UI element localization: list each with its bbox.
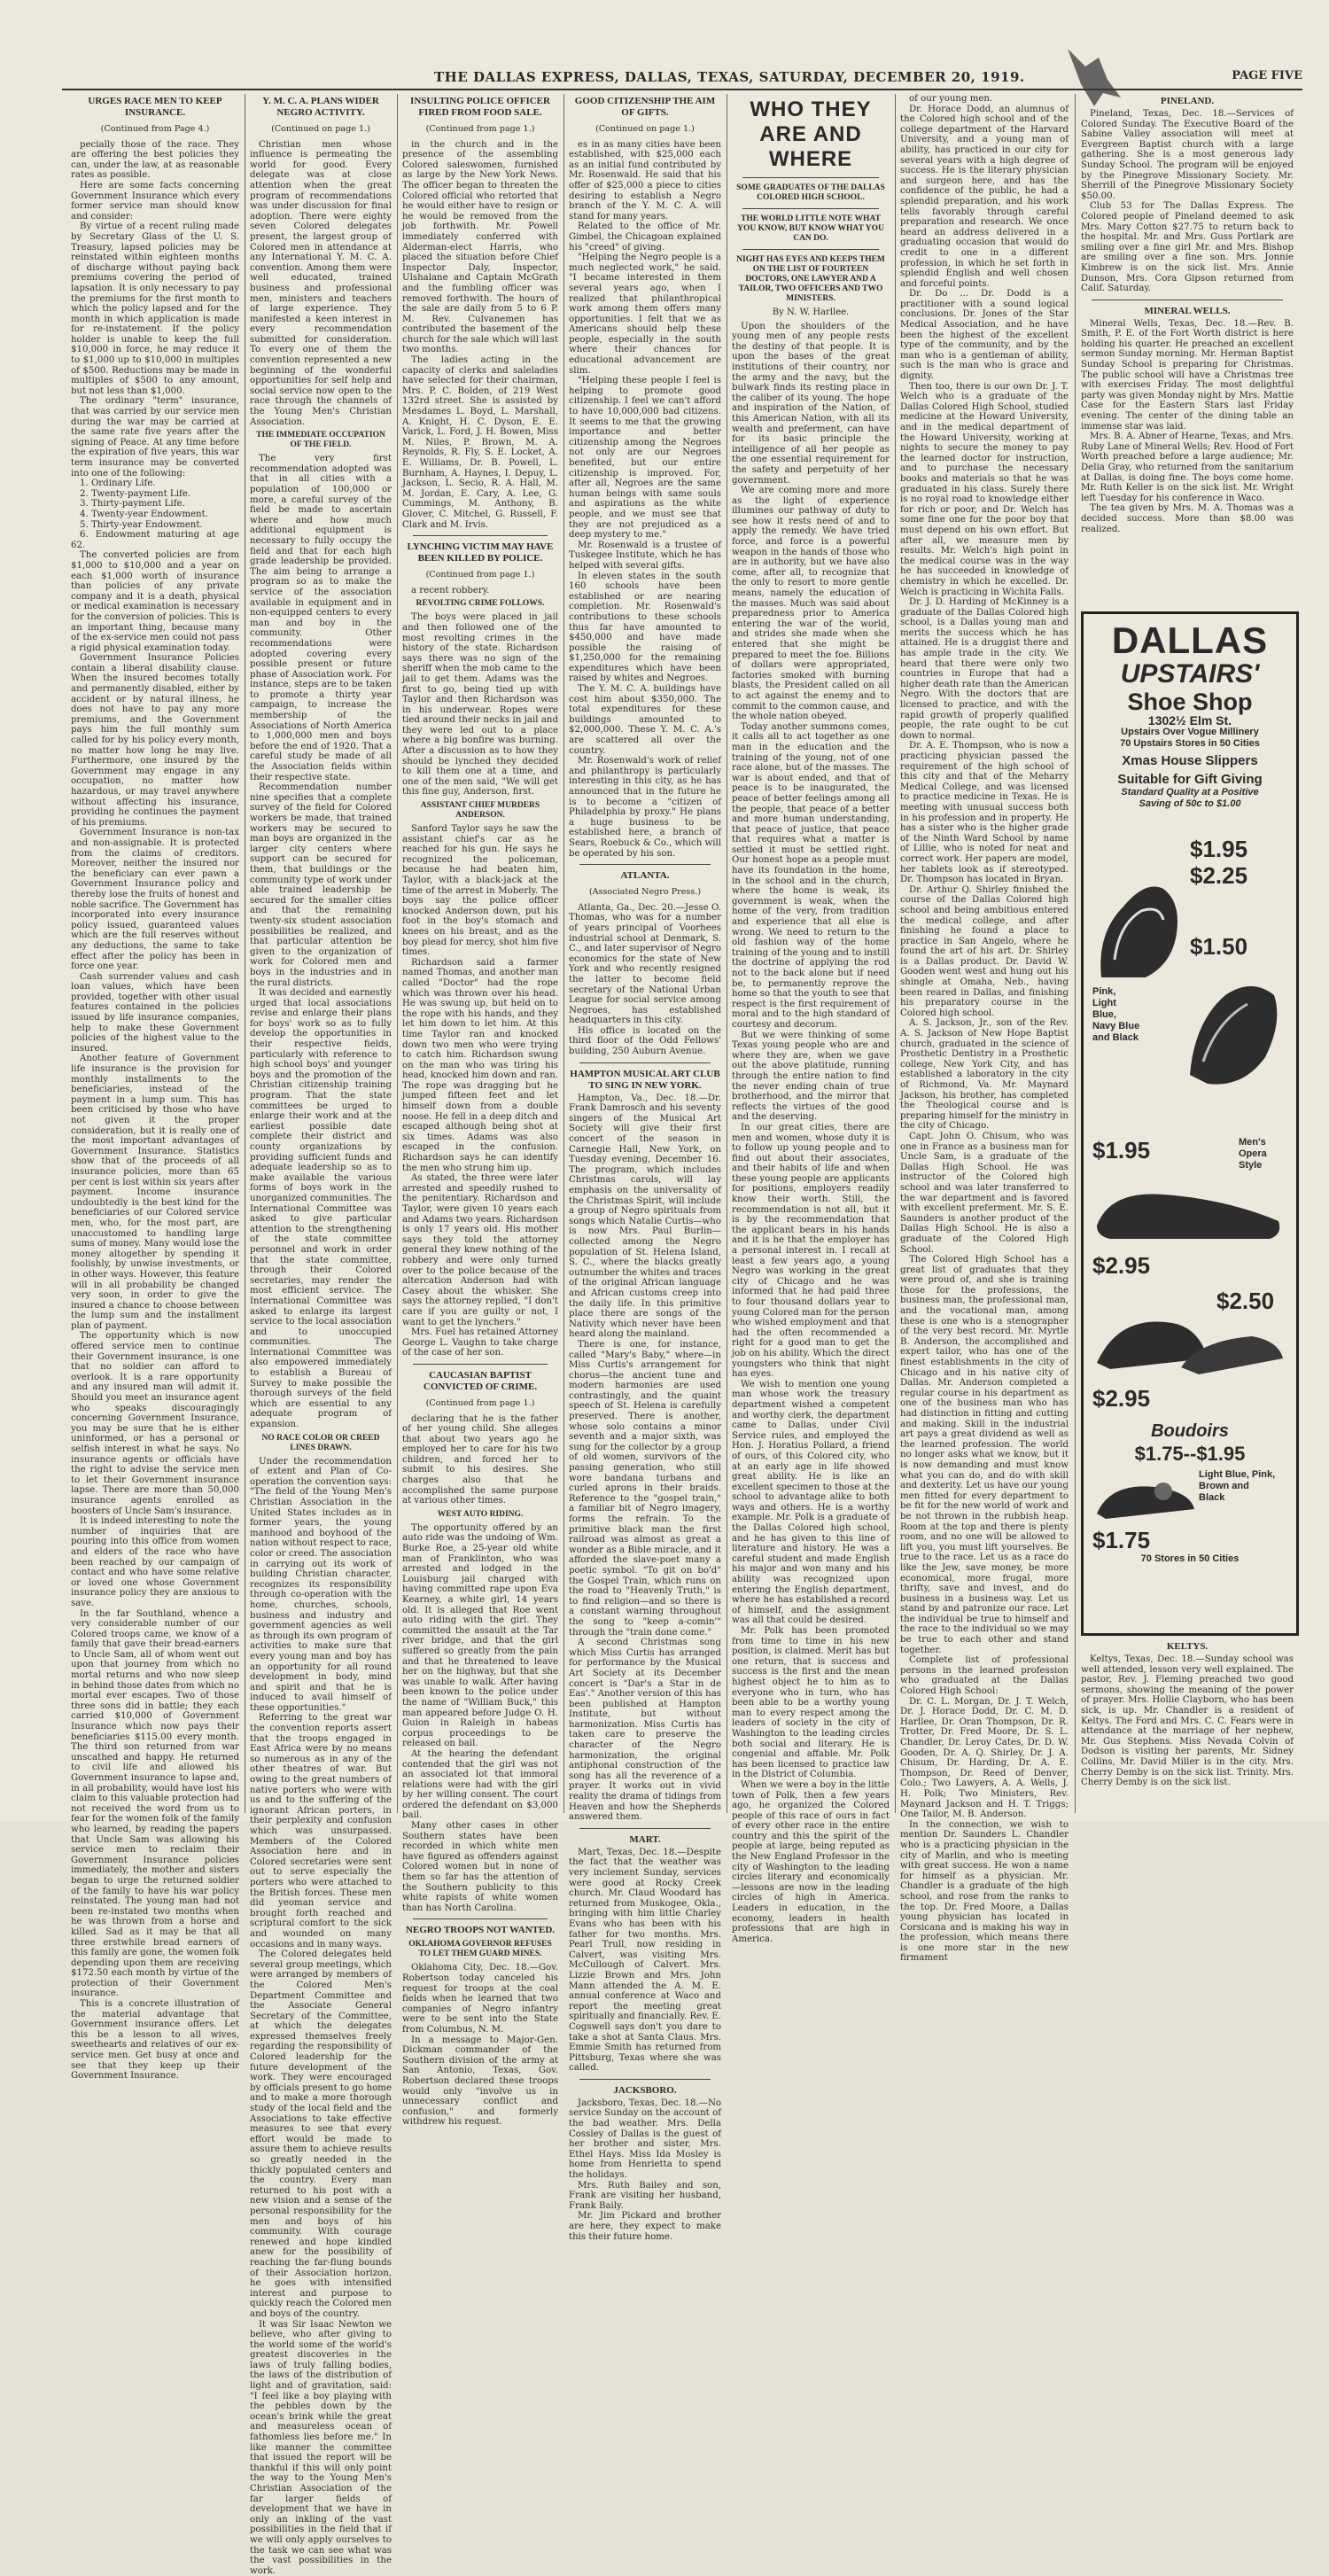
paragraph: Complete list of professional persons in the learned profession who graduated at the Dallas Colored High School:: [900, 1655, 1069, 1696]
paragraph: in the church and in the presence of the assembling Colored saleswomen, furnished as large by the New York News. The officer began to threaten the Colored official who retorted that he would either have to resign or he would be removed from the job forthwith. Mr. Powell immediately conferred with Alderman-elect Harris, who placed the situation before Chief Inspector Daly, Inspector, Ulshalane and Captain McGrath and the fumbling officer was removed forthwith. The hours of the sale are daily from 5 to 6 P. M. Rev. Culvanemen has contributed the basement of the church for the sale which will last two months.: [402, 140, 558, 355]
paragraph: In a message to Major-Gen. Dickman commander of the Southern division of the army at San Antonio, Texas, Gov. Robertson declared these troops would only "involve us in unnecessary conflict and confusion," and formerly withdrew his request.: [402, 2035, 558, 2128]
paragraph: Mineral Wells, Texas, Dec. 18.—Rev. B. Smith, P. E. of the Fort Worth district is here holding his quarter. He preached an excellent sermon Sunday morning. Mr. Herman Baptist Sunday School is preparing for Christmas. The public school will have a Christmas tree with exercises Friday. The most delightful party was given Monday night by Mrs. Mattie Case for the Eastern Stars last Friday evening. The center of the dining table an immense star was laid.: [1081, 319, 1294, 432]
paragraph: Related to the office of Mr. Gimbel, the Chicagoan explained his "creed" of giving.: [569, 222, 721, 253]
paragraph: It was decided and earnestly urged that local associations revise and enlarge their plans for boys' work so as to fully develop the opportunities in their respective fields, particularly with reference to high school boys' and younger boys and the promotion of the Christian citizenship training program. That the state committees be urged to enlarge their work and at the earliest possible date complete their district and county organizations by providing sufficient funds and adequate leadership so as to make available the various forms of boys work in the unorganized communities. The International Committee was asked to give particular attention to the strengthening of the state committee personnel and work in order that the state committee, through their Colored secretaries, may render the most efficient service. The International Committee was asked to enlarge its largest service to the local association and to unoccupied communities. The International Committee was also empowered immediately to establish a Bureau of Survey to make possible the thorough surveys of the field which are essential to any adequate program of expansion.: [250, 988, 392, 1430]
article-headline: ATLANTA.: [569, 870, 721, 882]
paragraph: Mr. Rosenwald is a trustee of Tuskegee Institute, which he has helped with several gifts.: [569, 541, 721, 572]
paragraph: Today another summons comes, it calls all to act together as one man in the education and the training of the young, not of one race alone, but of the masses. The war is about ended, and that of peace is to be inaugurated, the peace of better feelings among all the people, that peace of a better and more human understanding, that peace of justice, that peace that requires what a matter is settled it must be settled right. Our honest hope as a people must have its foundation in the home, in the school and in the church, where the home is weak, its government is weak, when the home of the very, from tradition and experience that all else is wrong. We need to return to the old fashion way of the home training of the young and to instill the doctrine of applying the rod not to the back alone but if need be, to permanently reprove the home so that the youth to see that respect is the first requirement of moral and to the high standard of courtesy and decorum.: [732, 722, 890, 1031]
paragraph: Mrs. Ruth Bailey and son, Frank are visiting her husband, Frank Baily.: [569, 2181, 721, 2212]
article-body: [71, 140, 239, 2082]
continued-note: (Continued on page 1.): [569, 124, 721, 135]
price-label: $1.95: [1092, 1137, 1150, 1164]
paragraph: Christian men whose influence is permeating the world for good. Every delegate was at close attention when the great program of recommendations was under discussion for final adoption. There were eighty seven Colored delegates present, the largest group of Colored men in attendance at any International Y. M. C. A. convention. Among them were well educated, trained business and professional men, ministers and teachers of large experience. They manifested a keen interest in every recommendation submitted for consideration. To every one of them the convention represented a new beginning of the wonderful opportunities for self help and social service now open to the race through the channels of the Young Men's Christian Association.: [250, 140, 392, 428]
divider: [742, 177, 879, 178]
page-number: PAGE FIVE: [1232, 69, 1302, 82]
column-2: [250, 94, 392, 1809]
paragraph: By virtue of a recent ruling made by Secretary Glass of the U. S. Treasury, lapsed policies may be reinstated within eighteen months of discharge without paying back premiums covering the period of lapsation. It is only necessary to pay the premiums for the first month to which the policy lapsed and for the month in which application is made for re-instatement. If the policy holder is unable to keep the full $10,000 in force, he may reduce it to $1,000 up to $10,000 in multiples of $500. Reductions may be made in multiples of $500 to any amount, but not less than $1,000.: [71, 222, 239, 396]
paragraph: We are coming more and more as the light of experience illumines our pathway of duty to see how it rests need of and to apply the remedy. We have tried force, and force is a powerful weapon in the hands of those who are in authority, but we have also come, after all, to recognize that the only to resort to more gentle means, namely the education of the masses. Much was said about preparedness prior to America entering the war of the world, and strides she made when she entered that she might be prepared to meet the foe. Billions of dollars were appropriated, factories smoked with burning blasts, the President called on all to act against the enemy and to commit to the common cause, and the whole nation obeyed.: [732, 486, 890, 722]
paragraph: Upon the shoulders of the young men of any people rests the destiny of that people. It is upon the bases of the great institutions of their country, nor the army and the navy, but the bulwark finds its resting place in the caliber of its young. The hope and inspiration of the Nation, of this American Nation, with all its wealth and preferment, can have for its basic principle the intelligence of all her people as the one essential requirement for the safety and perpetuity of her government.: [732, 322, 890, 486]
paragraph: In our great cities, there are men and women, whose duty it is to follow up young people and to find out about their associates, and their habits of life and when these young people are applicants for positions, employers readily know their worth. Still, the recommendation is not all, but it is by the recommendation that the applicant bears in his hands and it is he that the employer has a personal interest in. I recall at least a few years ago, a young Negro was working in the great city of Chicago and he was informed that he had paid three to four thousand dollars year to young Colored man for the person who wished employment and that had the often recommended a right for a good man to get the job on his ability. Which the direct youngsters who think that night has eyes.: [732, 1123, 890, 1380]
paragraph: There is one, for instance, called "Mary's Baby," where—in Miss Curtis's arrangement for chorus—the ancient tune and modern harmonies are used contrastingly, and the quaint speech of St. Helena is carefully preserved. There is another, whose solo contains a minor seventh and a major sixth, was sung for the collector by a group of old women, survivors of the passing generation, who still wore bandana turbans and curled aprons in their braids. Reference to the "gospel train," a familiar bit of Negro imagery, forms the refrain. To the primitive black man the first railroad was almost as great a wonder as a Bible miracle, and it afforded the slave-poet many a poetic symbol. "To git on bo'd" the Gospel Train, which runs on the road to "Heavenly Truth," is to find religion—and so there is a constant warning throughout the song to "keep a-comin'" through the "train done come.": [569, 1340, 721, 1638]
paragraph: The boys were placed in jail and then followed one of the most revolting crimes in the history of the state. Richardson says there was no sign of the sheriff when the mob came to the jail to get them. Adams was the first to go, being tied up with Taylor and then Richardson was in his underwear. Ropes were tied around their necks in jail and they were led out to a place where a big bonfire was burning. After a discussion as to how they should be lynched they decided to kill them one at a time, and one of the men said, "We will get this fine guy, Anderson, first.: [402, 612, 558, 798]
section-subhead: ASSISTANT CHIEF MURDERS ANDERSON.: [402, 801, 558, 821]
ad-xmas: Suitable for Gift Giving: [1084, 772, 1296, 787]
paragraph: We wish to mention one young man whose work the treasury department wished a competent and worthy clerk, the department came to Dallas, under Civil Service rules, and employed the Hon. J. Horatius Pollard, a friend of ours, of this Colored city, who at an early age in life showed great ability. He is like an excellent specimen to those at the school to advantage alike to both ways and others. He is a worthy example. Mr. Polk is a graduate of the Dallas Colored high school, and he has given to this line of literature and history. He was a careful student and made English his major and won many and his ability was recognized upon entering the English department, where he has established a record of himself, and the assignment was all that could be desired.: [732, 1380, 890, 1626]
paragraph: Dr. C. L. Morgan, Dr. J. T. Welch, Dr. J. Horace Dodd, Dr. C. M. D. Harllee, Dr. Oran Thompson, Dr. R. Trotter, Dr. Fred Moore, Dr. S. L. Chandler, Dr. Leroy Cates, Dr. D. W. Gooden, Dr. A. Q. Shirley, Dr. J. A. Chisum, Dr. Harding, Dr. A. E. Thompson, Dr. Reed of Denver, Colo.; Two Lawyers, A. A. Wells, J. H. Polk; Two Ministers, Rev. Maynard Jackson and H. T. Triggs; One Tailor, M. B. Anderson.: [900, 1697, 1069, 1820]
column-rule: [895, 94, 896, 1813]
price-label: $1.75--$1.95: [1084, 1446, 1296, 1461]
paragraph: declaring that he is the father of her young child. She alleges that about two years ago he employed her to care for his two children, and forced her to submit to his desires. She charges also that he accomplished the same purpose at various other times.: [402, 1414, 558, 1506]
paragraph: The ladies acting in the capacity of clerks and saleladies have selected for their chairman, Mrs. P. C. Bolden, of 219 West 132rd street. She is assisted by Mesdames L. Boyd, L. Marshall, A. Knight, H. C. Dyson, E. E. Varick, L. Ford, J. H. Bowen, Miss M. Niles, P. Brown, M. A. Reynolds, R. Fly, S. E. Locket, A. E. Williams, Dr. B. Powell, L. Burnham, A. Haynes, I. Depuy, L. Jackson, L. Secio, R. A. Hall, M. M. Jordan, E. Cary, A. Lee, G. Cummings, M. Anthony, B. Glover, C. Mitchel, G. Russell, F. Clark and M. Irvis.: [402, 355, 558, 530]
paragraph: As stated, the three were later arrested and speedily rushed to the penitentiary. Richardson and Taylor, were given 10 years each and Adams two years. Richardson is only 17 years old. His mother says they told the attorney general they knew nothing of the robbery and were only turned over to the police because of the altercation Anderson had with Casey about the whisker. She says the attorney replied, "I don't care if you are guilty or not, I want to get the lynchers.": [402, 1173, 558, 1327]
mens-slipper-illustration-icon: [1092, 1172, 1287, 1243]
paragraph: Atlanta, Ga., Dec. 20.—Jesse O. Thomas, who was for a number of years principal of Voorhees industrial school at Denmark, S. C., and later supervisor of Negro economics for the state of New York and who recently resigned the latter to become field secretary of the National Urban League for social service among Negroes, has established headquarters in this city.: [569, 903, 721, 1026]
article-headline: INSULTING POLICE OFFICER FIRED FROM FOOD SALE.: [402, 96, 558, 119]
article-headline: CAUCASIAN BAPTIST CONVICTED OF CRIME.: [402, 1370, 558, 1393]
byline: (Associated Negro Press.): [569, 887, 721, 898]
paragraph: Capt. John O. Chisum, who was one in France as a business man for Uncle Sam, is a graduate of the Dallas High School. He was instructor of the Colored high school and was later transferred to the war department and is favored with excellent preferment. Mr. S. E. Saunders is another product of the Dallas High School. He is also a graduate of the Colored High School.: [900, 1132, 1069, 1255]
article-headline: MINERAL WELLS.: [1081, 306, 1294, 317]
price-label: $2.25: [1190, 862, 1247, 890]
paragraph: Referring to the great war the convention reports assert that the troops engaged in East Africa were by no means so numerous as in any of the other theatres of war. But owing to the great numbers of native porters who were with us and to the suffering of the ignorant African porters, in their perplexity and confusion which was unsurpassed. Members of the Colored Association here and in Colored secretaries were sent out to serve especially the porters who were attached to the British forces. These men did yeoman service and brought forth reached and scriptural comfort to the sick and wounded on many occasions and in many ways.: [250, 1713, 392, 1950]
paragraph: Mr. Rosenwald's work of relief and philanthropy is particularly interesting in this city, as he has announced that in the future he is to become a "citizen of Philadelphia by proxy." He plans a huge business to be established here, a branch of Sears, Roebuck & Co., which will be operated by his son.: [569, 756, 721, 859]
article-headline: NEGRO TROOPS NOT WANTED.: [402, 1925, 558, 1936]
price-label: $1.50: [1190, 933, 1247, 961]
paragraph: Mr. Jim Pickard and brother are here, they expect to make this their future home.: [569, 2211, 721, 2242]
paragraph: It is indeed interesting to note the number of inquiries that are pouring into this office from women and elders of the race who have been reached by our campaign of contact and who have some relative or loved one whose Government insurance policy they are anxious to save.: [71, 1516, 239, 1608]
list-item: 1. Ordinary Life.: [71, 479, 239, 489]
ad-xmas: Xmas House Slippers: [1084, 753, 1296, 768]
price-label: $1.95: [1190, 836, 1247, 863]
masthead-title: THE DALLAS EXPRESS, DALLAS, TEXAS, SATURDAY, DECEMBER 20, 1919.: [434, 69, 1025, 85]
paragraph: The converted policies are from $1,000 to $10,000 and a year on each $1,000 worth of insurance than policies of any private company and it is a death, physical or medical examination is necessary for the conversion of policies. This is an important thing, because many of the ex-service men could not pass a rigid physical examination today.: [71, 550, 239, 653]
continued-note: (Continued from Page 4.): [71, 124, 239, 135]
article-headline: GOOD CITIZENSHIP THE AIM OF GIFTS.: [569, 96, 721, 119]
article-headline: LYNCHING VICTIM MAY HAVE BEEN KILLED BY POLICE.: [402, 541, 558, 564]
paragraph: Recommendation number nine specifies that a complete survey of the field for Colored workers be made, that trained workers may be secured to man boys are organized in the larger city centers where support can be secured for them, that buildings or the community type of work under able trained leadership be secured for the smaller cities and that the remaining twenty-six student association possibilities be realized, and that particular attention be given to the organization of work for Colored men and boys in the industries and in the rural districts.: [250, 782, 392, 988]
ad-line: 70 Upstairs Stores in 50 Cities: [1084, 738, 1296, 750]
ad-address: 1302½ Elm St.: [1084, 715, 1296, 727]
divider: [413, 1364, 548, 1365]
ad-title: DALLAS: [1084, 621, 1296, 660]
article-headline: WHO THEY ARE AND WHERE: [732, 97, 890, 172]
paragraph: In eleven states in the south 160 schools have been established or are nearing completion. Mr. Rosenwald's contributions to these schools thus far have amounted to $450,000 and have made possible the raising of $1,250,000 for the remaining expenditures which have been raised by whites and Negroes.: [569, 572, 721, 685]
deck-subhead: NIGHT HAS EYES AND KEEPS THEM ON THE LIST OF FOURTEEN DOCTORS, ONE LAWYER AND A TAILOR, TWO OFFICERS AND TWO MINISTERS.: [732, 255, 890, 304]
paragraph: In the far Southland, whence a very considerable number of our Colored troops came, we know of a family that gave their bread-earners to Uncle Sam, all of whom went out upon that journey from which no mortal returns and who now sleep in behind those dates from which no mortal ever escapes. Two of those three sons did in battle; they each carried $10,000 of Government Insurance which now pays their beneficiaries $115.00 every month. The third son returned from war unscathed and happy. He returned to civil life and allowed his Government insurance to lapse and, in all probability, would have lost his claim to this valuable protection had not received the word from us to fear for the women folk of the family who learned, by reading the papers that Uncle Sam was allowing his service men to reclaim their Government Insurance policies immediately, the mother and sisters began to urge the returned soldier of the family to have his war policy reinstated. The young man had not been re-instated two months when he was thrown from a horse and killed. Sad as it may be that all three erstwhile bread earners of this family are gone, the women folk depending upon them are receiving $172.50 each month by virtue of the protection of their Government insurance.: [71, 1609, 239, 2000]
paragraph: Jacksboro, Texas, Dec. 18.—No service Sunday on the account of the bad weather. Mrs. Della Cossley of Dallas is the guest of her brother and sister, Mrs. Ethel Hays. Miss Ida Mosley is home from Henrietta to spend the holidays.: [569, 2098, 721, 2181]
column-7-bottom: [1081, 1639, 1294, 1808]
paragraph: Keltys, Texas, Dec. 18.—Sunday school was well attended, lesson very well explained. The pastor, Rev. J. Fleming preached two good sermons, showing the meaning of the power of prayer. Mrs. Hollie Clayborn, who has been sick, is up. Mr. Chandler is a resident of Keltys. The Ford and Mrs. C. C. Fears were in attendance at the marriage of her nephew, Mr. Gus Stephens. Miss Nevada Colvin of Dodson is visiting her parents, Mr. Sidney Collins, Mr. David Miller is in the city. Mrs. Cherry Demby is on the sick list. Trinity. Mrs. Cherry Demby is on the sick list.: [1081, 1654, 1294, 1788]
paragraph: Mart, Texas, Dec. 18.—Despite the fact that the weather was very inclement Sunday, services were good at Rocky Creek church. Mr. Claud Woodard has returned from Muskogee, Okla., bringing with him little Charley Evans who has been with his father for two months. Mrs. Pearl Trull, now residing in Calvert, was visiting Mrs. McCullough of Calvert. Mrs. Lizzie Brown and Mrs. John Mann attended the A. M. E. annual conference at Waco and report the meeting great spiritually and financially. Rev. E. Cogswell says don't you dare to take a shot at Santa Claus. Mrs. Emmie Smith has returned from Pittsburg, Texas where she was called.: [569, 1848, 721, 2074]
paragraph: Mr. Polk has been promoted from time to time in his new position, is claimed. Merit has but one return, that is success and success is the first and the mean highest object he to him as to everyone who in turn, who has been able to be a worthy young man to every respect among the leaders of society in the city of Washington to the leading circles both social and literary. He is congenial and affable. Mr. Polk has been licensed to practice law in the District of Columbia.: [732, 1626, 890, 1780]
article-headline: KELTYS.: [1081, 1641, 1294, 1653]
paragraph: The ordinary "term" insurance, that was carried by our service men during the war may be carried at the same rate five years after the signing of Peace. At any time before the expiration of five years, this war term insurance may be converted into one of the following:: [71, 396, 239, 479]
article-headline: Y. M. C. A. PLANS WIDER NEGRO ACTIVITY.: [250, 96, 392, 119]
divider: [742, 208, 879, 209]
deck-subhead: SOME GRADUATES OF THE DALLAS COLORED HIGH SCHOOL.: [732, 183, 890, 203]
paragraph: Government Insurance is non-tax and non-assignable. It is protected from the claims of creditors. Moreover, neither the insured nor the beneficiary can ever pawn a Government Insurance policy and thereby lose the fruits of honest and noble sacrifice. The Government has incorporated into every insurance policy issued, guaranteed values which are the full reserves without any deductions, the same to take effect after the policy has been in force one year.: [71, 828, 239, 971]
continued-note: (Continued from page 1.): [402, 1398, 558, 1409]
paragraph: A. S. Jackson, Jr., son of the Rev. A. S. Jackson of New Hope Baptist church, graduated in the science of Prosthetic Dentistry in a Prosthetic college, New York City, and has established a laboratory in the city of Richmond, Va. Mr. Maynard Jackson, his brother, has completed the Theological course and is preparing himself for the ministry in the city of Chicago.: [900, 1018, 1069, 1132]
divider: [579, 1828, 711, 1829]
column-5: [732, 94, 890, 1809]
ad-line: Upstairs Over Vogue Millinery: [1084, 727, 1296, 738]
paragraph: When we were a boy in the little town of Polk, then a few years ago, he organized the Colored people of this race of ours in fact of every other race in the entire country and this the spirit of the people at large, being reputed as the New England Professor in the city of Washington to the leading circles literary and economically—lessons are now in the leading circles of high in America. Leaders in education, in the economy, leaders in health professions that are high in America.: [732, 1780, 890, 1945]
paragraph: The Colored High School has a great list of graduates that they were proud of, and she is training those for the professions, the business man, the professional man, and the vocational man, among these is one who is a stenographer of the very best record. Mr. Myrtle B. Anderson, the accomplished and expert tailor, who has one of the finest establishments in the city of Chicago and in his native city of Dallas. Mr. Anderson completed a regular course in his department as one of the business man who has had distinction in fitting and cutting and making. Skill in the industrial art pays a great dividend as well as the learned profession. The world no longer asks what we know, but it is now demanding and must know what you can do, and do with skill and dexterity. Let us have our young men fitted for every department to be fit for the new world of work and be not thrown in the rubbish heap. Room at the top and there is plenty room, and no one will be allowed to lift you, you must lift yourselves. Be true to the race. Let us as a race do like the Jew, save money, be more economical, more frugal, more thrifty, save and invest, and do business in a business way. Let us stand by and patronize our race. Let the individual be true to himself and the race to the individual so we may be true to each other and stand together.: [900, 1255, 1069, 1655]
list-item: 3. Thirty-payment Life.: [71, 499, 239, 510]
paragraph: a recent robbery.: [402, 586, 558, 596]
paragraph: Richardson said a farmer named Thomas, and another man called "Doctor" had the rope which was thrown over his head. He was swung up, but held on to the rope with his hands, and they let him down to let him. At this time Taylor ran and knocked down two men who were trying to catch him. Richardson swung on the man who was tiring his head, knocked him down and ran. The rope was dragging but he jumped fifteen feet and let himself down from a double noose. He fell in a deep ditch and escaped although being shot at six times. Adams was also escaped in the confusion. Richardson says he can identify the men who strung him up.: [402, 958, 558, 1173]
paragraph: The Colored delegates held several group meetings, which were arranged by members of the Colored Men's Department Committee and the Associate General Secretary of the Committee, at which the delegates expressed themselves freely regarding the responsibility of Colored leadership for the future development of the work. They were encouraged by officials present to go home and to make a more thorough study of the local field and the Associations to take effective measures to see that every effort would be made to assure them to achieve results so greatly needed in the thickly populated centers and the country. Every man returned to his post with a new vision and a sense of the personal responsibility for the men and boys of his community. With courage renewed and hope kindled anew for the possibility of reaching the far-flung bounds of their Association horizon, he goes with intensified interest and purpose to quickly reach the Colored men and boys of the country.: [250, 1950, 392, 2319]
paragraph: In the connection, we wish to mention Dr. Saunders L. Chandler who is a practicing physician in the city of Marlin, and who is meeting with great success. He won a name for himself as a physician. Mr. Chandler is a graduate of the high school, and rose from the ranks to the top. Dr. Fred Moore, a Dallas young physician has located in Corsicana and is making his way in the profession, which means there is one more star in the new firmament: [900, 1820, 1069, 1964]
deck-subhead: THE WORLD LITTLE NOTE WHAT YOU KNOW, BUT KNOW WHAT YOU CAN DO.: [732, 214, 890, 244]
paragraph: es in as many cities have been established, with $25,000 each as an initial fund contributed by Mr. Rosenwald. He said that his offer of $25,000 a piece to cities desiring to establish a Negro branch of the Y. M. C. A. will stand for many years.: [569, 140, 721, 222]
paragraph: The opportunity offered by an auto ride was the undoing of Wm. Burke Roe, a 25-year old white man of Franklinton, who was arrested and lodged in the Louisburg jail charged with having committed rape upon Eva Kearney, a white girl, 14 years old. It is alleged that Roe went auto riding with the girl. They committed the assault at the Tar river bridge, and that the girl suffered so greatly from the pain and that he threatened to leave her on the highway, but that she was unable to walk. After having been known to the police under the name of "William Buck," this man appeared before Judge O. H. Guion in Raleigh in habeas corpus proceedings to be released on bail.: [402, 1523, 558, 1749]
column-7-top: [1081, 94, 1294, 608]
paragraph: The very first recommendation adopted was that in all cities with a population of 100,000 or more, a careful survey of the field be made to ascertain where and how much additional equipment is necessary to fully occupy the field and that for each high grade leadership be provided. The aim being to arrange a program so as to make the service of the association available in equipment and in non-equipped centers to every man and boy in the community. Other recommendations were adopted covering every possible present or future phase of Association work. For instance, steps are to be taken to promote a thirty year campaign, to increase the membership of the Associations of North America to 1,000,000 men and boys before the end of 1920. That a careful study be made of all the Association fields within their respective state.: [250, 454, 392, 782]
ad-line: Standard Quality at a Positive: [1084, 787, 1296, 798]
list-item: 6. Endowment maturing at age 62.: [71, 530, 239, 550]
article-headline: HAMPTON MUSICAL ART CLUB TO SING IN NEW YORK.: [569, 1069, 721, 1092]
paragraph: "Helping these people I feel is helping to promote good citizenship. I feel we can't afford to have 10,000,000 bad citizens. It seems to me that the growing importance and better citizenship among the Negroes not only are our Negroes benefited, but our entire citizenship is improved. For, after all, Negroes are the same human beings with same souls and aspirations as the white people, and we must see that they are not prejudiced as a deep mystery to me.": [569, 376, 721, 541]
price-label: $2.95: [1092, 1385, 1150, 1413]
section-subhead: REVOLTING CRIME FOLLOWS.: [402, 599, 558, 609]
divider: [413, 1918, 548, 1919]
list-item: 5. Thirty-year Endowment.: [71, 520, 239, 531]
article-headline: MART.: [569, 1834, 721, 1846]
paragraph: Club 53 for The Dallas Express. The Colored people of Pineland deemed to ask Mrs. Mary Cotton $27.75 to return back to the hospital. Mr. and Mrs. Guss Portlark are smiling over a fine girl Mr. and Mrs. Bishop are smiling over a fine son. Mrs. Jonnie Kimbrew is on the sick list. Mrs. Annie Dunson, Mrs. Cora Gipson returned from Calif. Saturday.: [1081, 201, 1294, 293]
divider: [579, 2079, 711, 2080]
paragraph: His office is located on the third floor of the Odd Fellows' building, 250 Auburn Avenue.: [569, 1026, 721, 1057]
list-item: 2. Twenty-payment Life.: [71, 489, 239, 500]
paragraph: But we were thinking of some Texas young people who are and where they are, when we gave out the above platitude, running through the entire nation to find the never ending chain of true brotherhood, and the mirror that reflects the virtues of the good and the deserving.: [732, 1031, 890, 1123]
slipper-pair-illustration-icon: [1092, 1288, 1287, 1376]
paragraph: Under the recommendation of extent and Plan of Co-operation the convention says: "The field of the Young Men's Christian Association in the United States includes as in former years, the young manhood and boyhood of the nation without respect to race, color or creed. The association in carrying out its work of building Christian character, recognizes its responsibility through co-operation with the home, churches, schools, business and industry and government agencies as well as through its own program of activities to make sure that every young man and boy has an opportunity for all round development in body, mind and spirit and that he is induced to avail himself of these opportunities.": [250, 1457, 392, 1714]
section-subhead: OKLAHOMA GOVERNOR REFUSES TO LET THEM GUARD MINES.: [402, 1940, 558, 1959]
paragraph: Mrs. B. A. Abner of Hearne, Texas, and Mrs. Ruby Lane of Mineral Wells; Rev. Hood of Fort Worth preached before a large audience; Mr. Delia Gray, who returned from the sanitarium at Dallas, is doing fine. The boys come home. Mr. Ruth Keller is on the sick list. Mr. Wright left Tuesday for his conference in Waco.: [1081, 432, 1294, 503]
paragraph: Dr. Horace Dodd, an alumnus of the Colored high school and of the college department of the Harvard University, and a young man of ability, has practiced in our city for several years with a high degree of success. He is the literary physician and surgeon here, and has the confidence of the public, he had a splendid preparation, and his work tells favorably through careful preparation and research. We once heard an address delivered in a graduating occasion that would do credit to one in a different profession, in which he set forth in splendid English and well chosen and forceful points.: [900, 105, 1069, 290]
price-label: $2.50: [1216, 1288, 1274, 1315]
boudoir-slipper-illustration-icon: [1092, 1469, 1199, 1522]
paragraph: Dr. J. D. Harding of McKinney is a graduate of the Dallas Colored high school, is a Dallas young man and merits the success which he has attained. He is a druggist there and has ample trade in the city. We heard that there were only two countries in Europe that had a higher death rate than the American Negro. With the doctors that are licensed to practice, and with the rapid growth of properly qualified people, the rate ought to be cut down to normal.: [900, 597, 1069, 741]
paragraph: Cash surrender values and cash loan values, which have been provided, together with other usual features contained in the policies issued by life insurance companies, help to make these Government policies of the highest value to the insured.: [71, 972, 239, 1055]
section-subhead: NO RACE COLOR OR CREED LINES DRAWN.: [250, 1434, 392, 1453]
paragraph: At the hearing the defendant contended that the girl was not an associated lot that immoral relations were had with the girl by her willing consent. The court ordered the defendant on $3,000 bail.: [402, 1749, 558, 1821]
boudoir-colors: Light Blue, Pink, Brown and Black: [1199, 1469, 1275, 1504]
paragraph: pecially those of the race. They are offering the best policies they can, under the law, at as reasonable rates as possible.: [71, 140, 239, 181]
paragraph: Dr. Arthur Q. Shirley finished the course of the Dallas Colored high school and being ambitious entered the medical college, and after finishing he found a place to practice in San Angelo, where he found the art of his art. Dr. Shirley is a Dallas product. Dr. David W. Gooden went west and hung out his shingle at Omaha, Neb., having been reared in Dallas, and finishing his preparatory course in the Colored high school.: [900, 885, 1069, 1019]
price-label: $1.75: [1092, 1527, 1150, 1554]
paragraph: A second Christmas song which Miss Curtis has arranged for performance by the Musical Art Society at its December concert is "Dar's a Star in de Eas'." Another version of this has been published at Hampton Institute, but without harmonization. Miss Curtis has taken care to preserve the character of the Negro harmonization, the original antiphonal construction of the song has all the reverence of a prayer. It works out in vivid reality the drama of tidings from Heaven and how the Shepherds answered them.: [569, 1638, 721, 1823]
ad-line: 70 Stores in 50 Cities: [1084, 1553, 1296, 1565]
slipper-illustration-icon: [1181, 969, 1287, 1093]
divider: [579, 864, 711, 865]
divider: [742, 249, 879, 250]
ad-shop: Shoe Shop: [1084, 689, 1296, 715]
paragraph: Oklahoma City, Dec. 18.—Gov. Robertson today canceled his request for troops at the coal fields when he learned that two companies of Negro infantry were to be sent into the State from Columbus, N. M.: [402, 1963, 558, 2035]
column-rule: [563, 94, 564, 1813]
paragraph: It was Sir Isaac Newton we believe, who after giving to the world some of the world's greatest discoveries in the laws of truly falling bodies, the laws of the distribution of light and of gravitation, said: "I feel like a boy playing with the pebbles down by the ocean's brink while the great and measureless ocean of fathomless lies before me." In like manner the committee that issued the report will be thankful if this will only point the way to the Young Men's Christian Association of the far larger fields of development that we have in only an inkling of the vast possibilities in the field that if we will only apply ourselves to the task we can see what was the vast possibilities in the work.: [250, 2320, 392, 2576]
mens-style-label: Men's Opera Style: [1239, 1137, 1267, 1171]
paper-tear-icon: [1059, 44, 1130, 115]
paragraph: The tea given by Mrs. M. A. Thomas was a decided success. More than $8.00 was realized.: [1081, 503, 1294, 534]
article-headline: URGES RACE MEN TO KEEP INSURANCE.: [71, 96, 239, 119]
list-item: 4. Twenty-year Endowment.: [71, 510, 239, 520]
continued-note: (Continued from page 1.): [402, 570, 558, 580]
paragraph: The Y. M. C. A. buildings have cost him about $350,000. The total expenditures for these buildings amounted to $2,000,000. These Y. M. C. A.'s are scattered all over the country.: [569, 684, 721, 756]
divider: [413, 535, 548, 536]
column-6: [900, 94, 1069, 1809]
slipper-illustration-icon: [1092, 853, 1190, 986]
price-label: $2.95: [1092, 1252, 1150, 1280]
color-options: Pink, Light Blue, Navy Blue and Black: [1092, 986, 1139, 1044]
paragraph: Here are some facts concerning Government Insurance which every former service man should know and consider:: [71, 181, 239, 222]
paragraph: Hampton, Va., Dec. 18.—Dr. Frank Damrosch and his seventy singers of the Musical Art Society will give their first concert of the season in Carnegie Hall, New York, on Tuesday evening, December 16. The program, which includes Christmas carols, will lay emphasis on the universality of the Christmas Spirit, will include a group of Negro spirituals from songs which Natalie Curtis—who is now Mrs. Paul Burlin—collected among the Negro population of St. Helena Island, S. C., where the blacks greatly outnumber the whites and traces of the original African language and African customs creep into the daily life. In this primitive place there are songs of the Nativity which never have been heard along the mainland.: [569, 1093, 721, 1340]
paragraph: Then too, there is our own Dr. J. T. Welch who is a graduate of the Dallas Colored High School, studied medicine at the Howard University, and in the medical department of the Howard University, working at nights to secure the money to pay the learned doctor for instruction, and to purchase the necessary books and materials so that he was graduated in his class. Surely there is no royal road to knowledge either for rich or poor, and Dr. Welch has some fine one for the poor boy that must depend on his own effort. But after all, we measure men by results. Mr. Welch's high point in the medical course was in the way he has succeeded in knowledge of chemistry in which he excelled. Dr. Welch is practicing in Wichita Falls.: [900, 382, 1069, 597]
paragraph: Sanford Taylor says he saw the assistant chief's car as he reached for his gun. He says he recognized the policeman, because he had beaten him, Taylor, with a black-jack at the time of the arrest in Moberly. The boys say the police officer knocked Anderson down, put his foot in the boy's stomach and knees on his breast, and as the boy plead for mercy, shot him five times.: [402, 824, 558, 958]
paragraph: Many other cases in other Southern states have been recorded in which white men have figured as offenders against Colored women but in none of them so far has the attention of the Southern publicity to this white rapists of white women than has North Carolina.: [402, 1821, 558, 1913]
byline: By N. W. Harllee.: [732, 307, 890, 318]
section-subhead: WEST AUTO RIDING.: [402, 1510, 558, 1520]
paragraph: Pineland, Texas, Dec. 18.—Services of Colored Sunday. The Executive Board of the Sabine Valley association will meet at Evergreen Baptist church with a large gathering. She is a most generous lady Sunday School. The program will be enjoyed by the Pinegrove Missionary Society. Mr. Sherrill of the Pinegrove Missionary Society $50.00.: [1081, 109, 1294, 201]
section-subhead: THE IMMEDIATE OCCUPATION OF THE FIELD.: [250, 431, 392, 450]
article-headline: JACKSBORO.: [569, 2085, 721, 2097]
paragraph: Government Insurance Policies contain a liberal disability clause. When the insured becomes totally and permanently disabled, either by accident or by natural illness, he does not have to pay any more premiums, and the Government pays him the full monthly sum called for by his policy every month, no matter how long he may live. Furthermore, one insured by the Government may engage in any occupation, no matter how hazardous, or may travel anywhere without affecting his insurance, providing he continues the payment of his premiums.: [71, 653, 239, 828]
paragraph: Mrs. Fuel has retained Attorney George L. Vaughn to take charge of the case of her son.: [402, 1327, 558, 1358]
paragraph: This is a concrete illustration of the material advantage that Government insurance offers. Let this be a lesson to all wives, sweethearts and relatives of our ex-service men. Get busy at once and see that they keep up their Government Insurance.: [71, 1999, 239, 2082]
paragraph: "Helping the Negro people is a much neglected work," he said. "I became interested in them several years ago, when I realized that philanthropical work among them offers many opportunities. I felt that we as Americans should help these people, especially in the south where their chances for educational advancement are slim.: [569, 253, 721, 376]
paragraph: The opportunity which is now offered service men to continue their Government insurance, is one that no soldier can afford to overlook. It is a rare opportunity and any insured man will admit it. Should you meet an insurance agent who speaks discouragingly concerning Government Insurance, you may be sure that he is either uninformed, or has a personal or selfish interest in what he says. No insurance agents or officials have the right to advise the service men to let their Government insurance lapse. There are more than 50,000 insurance agents enrolled as boosters of Uncle Sam's insurance.: [71, 1331, 239, 1516]
ad-upstairs: UPSTAIRS': [1084, 660, 1296, 689]
paragraph: Another feature of Government life insurance is the provision for monthly installments to the beneficiaries, instead of the payment in a lump sum. This has been criticised by those who have not given it the proper consideration, but it is really one of the most important advantages of Government Insurance. Statistics show that of the proceeds of all insurance policies, more than 65 per cent is lost within six years after payment. Income insurance undoubtedly is the best kind for the beneficiaries of our Colored service men, who, for the most part, are unaccustomed to handling large sums of money. Many would lose the money altogether by spending it foolishly, by unwise investments, or in other ways. However, this feature will in all probability be changed very soon, in order to give the insured a chance to choose between the lump sum and the installment plan of payment.: [71, 1054, 239, 1331]
article-headline: PINELAND.: [1081, 96, 1294, 107]
paragraph: Dr. A. E. Thompson, who is now a practicing physician passed the requirement of the high school of this city and that of the Meharry Medical College, and was licensed to practice medicine in Texas. He is meeting with unusual success both in his profession and in property. He has a sister who is the higher grade of the Ninth Ward School by name of Lillie, who is noted for neat and correct work. Her papers are model, her tablets look as if stereotyped. Dr. Thompson has located in Bryan.: [900, 741, 1069, 884]
boudoirs-label: Boudoirs: [1084, 1424, 1296, 1439]
paragraph: Dr. Do ... Dr. Dodd is a practitioner with a sound logical conclusions. Dr. Jones of the Star Medical Association, and he have been the highest of the excellent type of the community, and by the man who is a gentleman of ability, such is the man who is grace and dignity.: [900, 289, 1069, 381]
paragraph: of our young men.: [900, 94, 1069, 105]
column-1: [71, 94, 239, 1809]
column-rule: [397, 94, 398, 1813]
column-4: [569, 94, 721, 1809]
column-3: [402, 94, 558, 1809]
divider: [579, 1062, 711, 1063]
continued-note: (Continued from page 1.): [402, 124, 558, 135]
shoe-shop-advertisement: [1081, 611, 1299, 1636]
column-rule: [1075, 94, 1076, 1813]
continued-note: (Continued on page 1.): [250, 124, 392, 135]
ad-line: Saving of 50c to $1.00: [1084, 798, 1296, 810]
